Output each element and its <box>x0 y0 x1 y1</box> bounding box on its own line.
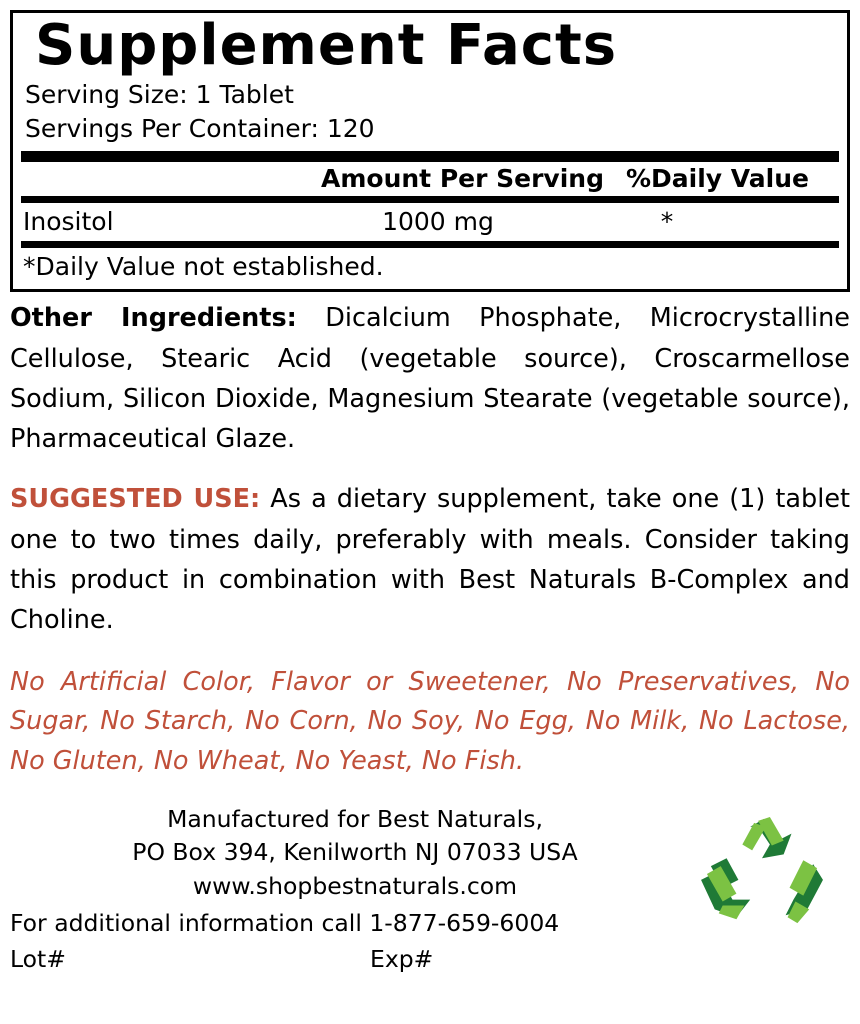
daily-value-footnote: *Daily Value not established. <box>23 252 384 282</box>
other-ingredients-text: Dicalcium Phosphate, Microcrystalline Cellulose, Stearic Acid (vegetable source), Croscarmellose Sodium, Silicon Dioxide, Magnesium Stearate (vegetable source), Pharmaceutical Glaze. <box>10 303 850 455</box>
other-ingredients-label: Other Ingredients: <box>10 303 297 334</box>
lot-label: Lot# <box>10 944 66 973</box>
nutrient-daily-value: * <box>660 207 674 237</box>
phone-line: For additional information call 1-877-659-6004 <box>10 909 560 938</box>
table-row <box>21 203 839 241</box>
lot-exp-row <box>10 945 850 973</box>
serving-size-line: Serving Size: 1 Tablet <box>25 79 294 109</box>
amount-per-serving-header: Amount Per Serving <box>321 164 604 194</box>
daily-value-header: %Daily Value <box>625 164 809 194</box>
divider-under-headers <box>21 196 839 203</box>
suggested-use-label: SUGGESTED USE: <box>10 484 261 515</box>
suggested-use-block <box>10 479 850 640</box>
divider-under-row <box>21 241 839 248</box>
nutrient-amount: 1000 mg <box>382 207 494 237</box>
free-of-claims: No Artificial Color, Flavor or Sweetener, No Preservatives, No Sugar, No Starch, No Corn, No Soy, No Egg, No Milk, No Lactose, No Gluten, No Wheat, No Yeast, No Fish. <box>10 666 850 776</box>
footer <box>10 803 850 972</box>
suggested-use-text: As a dietary supplement, take one (1) tablet one to two times daily, preferably with meals. Consider taking this product in combination with Best Naturals B-Complex and Choline. <box>10 484 851 636</box>
nutrient-name: Inositol <box>23 207 114 237</box>
supplement-facts-panel <box>10 10 850 292</box>
facts-column-headers <box>21 162 839 196</box>
divider-thick-top <box>21 151 839 162</box>
address-line: PO Box 394, Kenilworth NJ 07033 USA <box>132 838 578 867</box>
page-title: Supplement Facts <box>35 13 618 78</box>
recycle-icon <box>692 815 832 933</box>
other-ingredients-block <box>10 298 850 459</box>
exp-label: Exp# <box>370 944 434 973</box>
website-line[interactable]: www.shopbestnaturals.com <box>192 871 518 900</box>
manufactured-for-line: Manufactured for Best Naturals, <box>167 805 543 834</box>
servings-per-container-line: Servings Per Container: 120 <box>25 113 375 143</box>
